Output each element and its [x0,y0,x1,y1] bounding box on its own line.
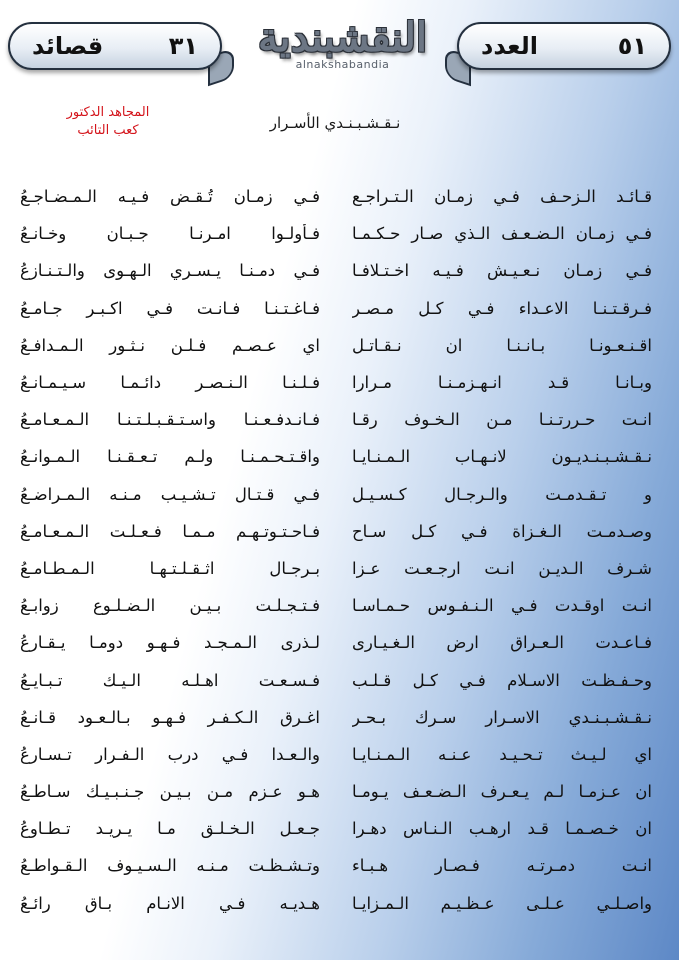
verse-first-hemistich: قـائـد الـزحـف فـي زمـان الـتـراجـع [352,187,652,207]
verse-second-hemistich: فـأولـوا امـرنـا جـبـان وخـانـعُ [20,224,320,244]
verse-row [20,587,652,624]
verse-first-hemistich: واصـلـي عـلـى عـظـيـم الـمـزايـا [352,893,652,913]
verse-second-hemistich: وتـشـظـت مـنـه الـسـيـوف الـقـواطـعُ [20,856,320,876]
verse-second-hemistich: فـلـنـا الـنـصـر دائـمـا سـيـمـانـعُ [20,373,320,393]
verse-row [20,624,652,661]
verse-first-hemistich: وصـدمـت الـغـزاة فـي كـل سـاح [352,521,652,541]
verse-first-hemistich: و تـقـدمـت والـرجـال كـسـيـل [352,484,652,504]
verse-second-hemistich: والـعـدا فـي درب الـفـرار تـسـارعُ [20,744,320,764]
issue-number-ribbon [457,22,671,70]
verse-second-hemistich: اي عـصـم فـلـن نـثـور الـمـدافـعُ [20,335,320,355]
ribbon-fold [445,48,471,86]
verse-row [20,215,652,252]
poem-title: نـقـشـبـنـدي الأسـرار [269,114,401,132]
verse-first-hemistich: فـرقـتـنـا الاعـداء فـي كـل مـصـر [352,298,652,318]
verse-row [20,290,652,327]
verse-second-hemistich: فـانـدفـعـنـا واسـتـقـبـلـتـنـا الـمـعـامـعُ [20,410,320,430]
verse-row [20,252,652,289]
verse-row [20,661,652,698]
verse-second-hemistich: هـو عـزم مـن بـيـن جـنـبـيـك سـاطـعُ [20,782,320,802]
poems-label: قصائد [32,32,104,60]
verse-first-hemistich: فـاعـدت الـعـراق ارض الـغـيـارى [352,633,652,653]
verse-second-hemistich: فـي دمـنـا يـسـري الـهـوى والـتـنـازعُ [20,261,320,281]
verse-first-hemistich: نـقـشـبـنـدي الاسـرار سـرك بـحـر [352,707,652,727]
verse-row [20,810,652,847]
verse-row [20,178,652,215]
verse-first-hemistich: اقـنـعـونـا بـانـنـا ان نـقـاتـل [352,335,652,355]
verse-row [20,364,652,401]
verse-row [20,327,652,364]
verse-first-hemistich: ان عـزمـا لـم يـعـرف الـضـعـف يـومـا [352,782,652,802]
verse-second-hemistich: فـي قـتـال تـشـيـب مـنـه الـمـراضـعُ [20,484,320,504]
verse-second-hemistich: جـعـل الـخـلـق مـا يـريـد تـطـاوعُ [20,819,320,839]
verse-second-hemistich: لـذرى الـمـجـد فـهـو دومـا يـقـارعُ [20,633,320,653]
author-block [38,104,178,140]
verse-row [20,847,652,884]
issue-number: ٥١ [617,32,647,60]
verse-row [20,736,652,773]
verse-first-hemistich: انـت دمـرتـه فـصـار هـبـاء [352,856,652,876]
verse-row [20,476,652,513]
verse-second-hemistich: فـتـجـلـت بـيـن الـضـلـوع زوابـعُ [20,596,320,616]
author-name: كعب التائب [77,123,139,138]
verse-first-hemistich: نـقـشـبـنـديـون لانـهـاب الـمـنـايـا [352,447,652,467]
verse-first-hemistich: اي لـيـث تـحـيـد عـنـه الـمـنـايـا [352,744,652,764]
verse-first-hemistich: انـت حـررتـنـا مـن الـخـوف رقـا [352,410,652,430]
author-title: المجاهد الدكتور [66,105,150,120]
verse-first-hemistich: انـت اوقـدت فـي الـنـفـوس حـمـاسـا [352,596,652,616]
poems-count: ٣١ [168,32,198,60]
verse-row [20,438,652,475]
verse-second-hemistich: فـسـعـت اهـلـه الـيـك تـبـايـعُ [20,670,320,690]
verse-row [20,699,652,736]
verse-second-hemistich: بـرجـال اثـقـلـتـهـا الـمـطـامـعُ [20,558,320,578]
poem-body [20,178,652,918]
page-header [0,0,679,90]
logo-latin: alnakshabandia [295,57,390,71]
verse-row [20,513,652,550]
magazine-logo [240,10,445,76]
verse-second-hemistich: فـاحـتـوتـهـم مـمـا فـعـلـت الـمـعـامـعُ [20,521,320,541]
verse-row [20,401,652,438]
verse-first-hemistich: فـي زمـان نـعـيـش فـيـه اخـتـلافـا [352,261,652,281]
verse-first-hemistich: ان خـصـمـا قـد ارهـب الـنـاس دهـرا [352,819,652,839]
issue-label: العدد [481,32,538,60]
verse-first-hemistich: فـي زمـان الـضـعـف الـذي صـار حـكـمـا [352,224,652,244]
verse-first-hemistich: شـرف الـديـن انـت ارجـعـت عـزا [352,558,652,578]
verse-row [20,773,652,810]
ribbon-fold [208,48,234,86]
verse-second-hemistich: فـي زمـان تُـقـض فـيـه الـمـضـاجـعُ [20,187,320,207]
verse-second-hemistich: هـديـه فـي الانـام بـاق رائـعُ [20,893,320,913]
verse-second-hemistich: واقـتـحـمـنـا ولـم تـعـقـنـا الـمـوانـعُ [20,447,320,467]
verse-second-hemistich: اغـرق الـكـفـر فـهـو بـالـعـود قـانـعُ [20,707,320,727]
verse-row [20,550,652,587]
poems-count-ribbon [8,22,222,70]
verse-first-hemistich: وبـانـا قـد انـهـزمـنـا مـرارا [352,373,652,393]
verse-row [20,885,652,922]
logo-arabic: النقشبندية [257,13,427,61]
verse-first-hemistich: وحـفـظـت الاسـلام فـي كـل قـلـب [352,670,652,690]
verse-second-hemistich: فـاغـتـنـا فـانـت فـي اكـبـر جـامـعُ [20,298,320,318]
